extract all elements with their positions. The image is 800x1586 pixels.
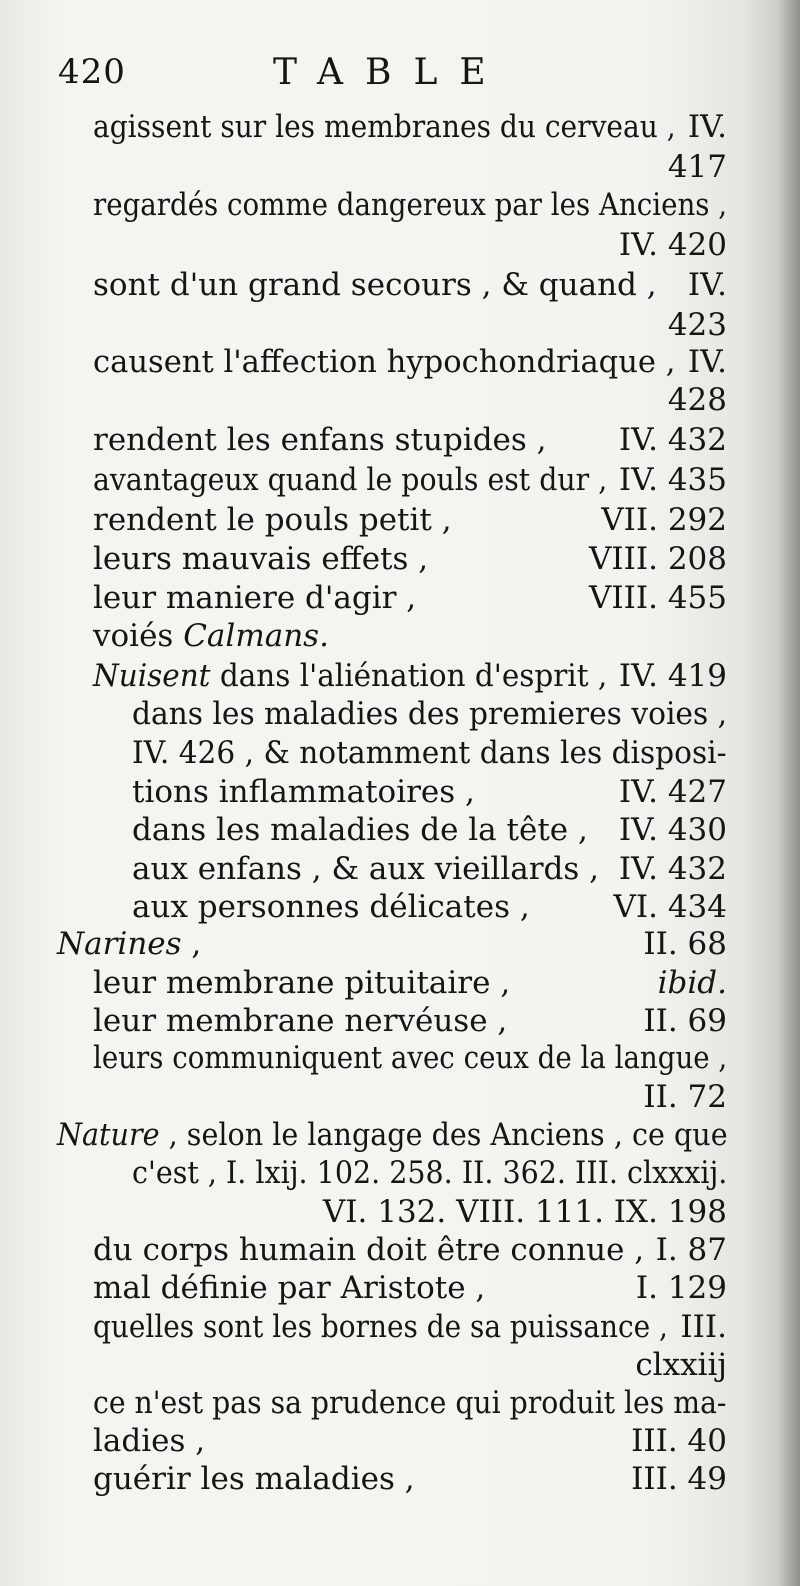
entry-text: guérir les maladies , [93, 1461, 415, 1497]
volume-page-ref: ibid. [657, 965, 727, 1001]
entry-text: rendent le pouls petit , [93, 502, 452, 538]
index-line [0, 1230, 800, 1270]
entry-phrase: , selon le langage des Anciens , ce que [159, 1117, 728, 1153]
index-line [0, 225, 800, 265]
index-line [0, 963, 800, 1003]
entry-text: dans les maladies des premieres voies , [132, 696, 728, 732]
entry-text: ladies , [93, 1423, 206, 1459]
entry-text [93, 616, 329, 656]
volume-page-ref: 417 [667, 149, 727, 185]
entry-text: c'est , I. lxij. 102. 258. II. 362. III. clxxxij. [132, 1155, 728, 1191]
index-line [0, 578, 800, 618]
index-line [0, 380, 800, 420]
entry-phrase: voiés [93, 618, 184, 654]
index-line [0, 1001, 800, 1041]
volume-page-ref: IV. 419 [618, 658, 727, 694]
index-line [0, 265, 800, 305]
entry-keyword: Narines [57, 926, 182, 962]
volume-page-ref: IV. [687, 344, 727, 380]
entry-phrase: dans l'aliénation d'esprit , [210, 658, 608, 694]
index-line [0, 460, 800, 500]
page-header [58, 52, 738, 102]
volume-page-ref: IV. 435 [618, 462, 727, 498]
index-line [0, 1192, 800, 1232]
volume-page-ref: VI. 434 [613, 889, 727, 925]
index-line [0, 810, 800, 850]
volume-page-ref: IV. 432 [618, 851, 727, 887]
index-line [0, 185, 800, 225]
index-line [0, 887, 800, 927]
entry-text: mal définie par Aristote , [93, 1270, 486, 1306]
entry-text [57, 924, 201, 964]
entry-text: aux enfans , & aux vieillards , [132, 851, 599, 887]
volume-page-ref: 423 [667, 307, 727, 343]
cross-reference: Calmans. [183, 618, 329, 654]
entry-text: avantageux quand le pouls est dur , [93, 462, 608, 498]
entry-text: IV. 426 , & notamment dans les disposi- [132, 735, 727, 771]
entry-text: leur maniere d'agir , [93, 580, 417, 616]
index-line [0, 1038, 800, 1078]
volume-page-ref: II. 68 [643, 926, 727, 962]
entry-text: dans les maladies de la tête , [132, 812, 588, 848]
volume-page-ref: IV. 427 [618, 774, 727, 810]
volume-page-ref: IV. 432 [618, 422, 727, 458]
index-line [0, 1077, 800, 1117]
volume-page-ref: VIII. 455 [588, 580, 727, 616]
index-line [0, 1268, 800, 1308]
index-line [0, 694, 800, 734]
index-line [0, 107, 800, 147]
page-title: TABLE [273, 52, 508, 93]
index-line [0, 733, 800, 773]
volume-page-ref: IV. 430 [618, 812, 727, 848]
volume-page-ref: III. 40 [631, 1423, 727, 1459]
entry-keyword: Nature [57, 1117, 160, 1153]
index-line [0, 1153, 800, 1193]
page-number: 420 [58, 52, 126, 92]
volume-page-ref: II. 72 [643, 1079, 727, 1115]
volume-page-ref: IV. [687, 267, 727, 303]
volume-page-ref: IV. [687, 109, 727, 145]
volume-page-ref: I. 87 [655, 1232, 727, 1268]
entry-text: ce n'est pas sa prudence qui produit les ma- [93, 1385, 727, 1421]
index-line [0, 1307, 800, 1347]
entry-text: leurs mauvais effets , [93, 541, 429, 577]
index-line [0, 342, 800, 382]
entry-text: agissent sur les membranes du cerveau , [93, 109, 676, 145]
volume-page-ref: II. 69 [643, 1003, 727, 1039]
volume-page-ref: VIII. 208 [588, 541, 727, 577]
volume-page-ref: VII. 292 [601, 502, 727, 538]
entry-text: du corps humain doit être connue , [93, 1232, 645, 1268]
index-line [0, 420, 800, 460]
index-line [0, 147, 800, 187]
entry-text: leurs communiquent avec ceux de la langue , [93, 1040, 728, 1076]
volume-page-ref: VI. 132. VIII. 111. IX. 198 [322, 1194, 727, 1230]
volume-page-ref: clxxiij [635, 1347, 727, 1383]
entry-phrase: , [181, 926, 202, 962]
entry-text [93, 656, 607, 696]
index-line [0, 616, 800, 656]
volume-page-ref: I. 129 [635, 1270, 727, 1306]
entry-text: causent l'affection hypochondriaque , [93, 344, 676, 380]
index-line [0, 924, 800, 964]
index-line [0, 500, 800, 540]
entry-text: rendent les enfans stupides , [93, 422, 547, 458]
entry-text [57, 1115, 728, 1155]
entry-text: quelles sont les bornes de sa puissance , [93, 1309, 668, 1345]
index-line [0, 1345, 800, 1385]
index-line [0, 1115, 800, 1155]
index-line [0, 656, 800, 696]
index-line [0, 305, 800, 345]
index-line [0, 772, 800, 812]
entry-text: sont d'un grand secours , & quand , [93, 267, 657, 303]
index-line [0, 539, 800, 579]
entry-text: leur membrane pituitaire , [93, 965, 511, 1001]
volume-page-ref: 428 [667, 382, 727, 418]
index-line [0, 849, 800, 889]
volume-page-ref: III. [680, 1309, 727, 1345]
entry-text: regardés comme dangereux par les Anciens , [93, 187, 728, 223]
volume-page-ref: IV. 420 [618, 227, 727, 263]
volume-page-ref: III. 49 [631, 1461, 727, 1497]
index-line [0, 1459, 800, 1499]
entry-text: leur membrane nervéuse , [93, 1003, 508, 1039]
entry-text: aux personnes délicates , [132, 889, 530, 925]
index-line [0, 1421, 800, 1461]
index-line [0, 1383, 800, 1423]
entry-keyword: Nuisent [93, 658, 211, 694]
entry-text: tions inflammatoires , [132, 774, 475, 810]
